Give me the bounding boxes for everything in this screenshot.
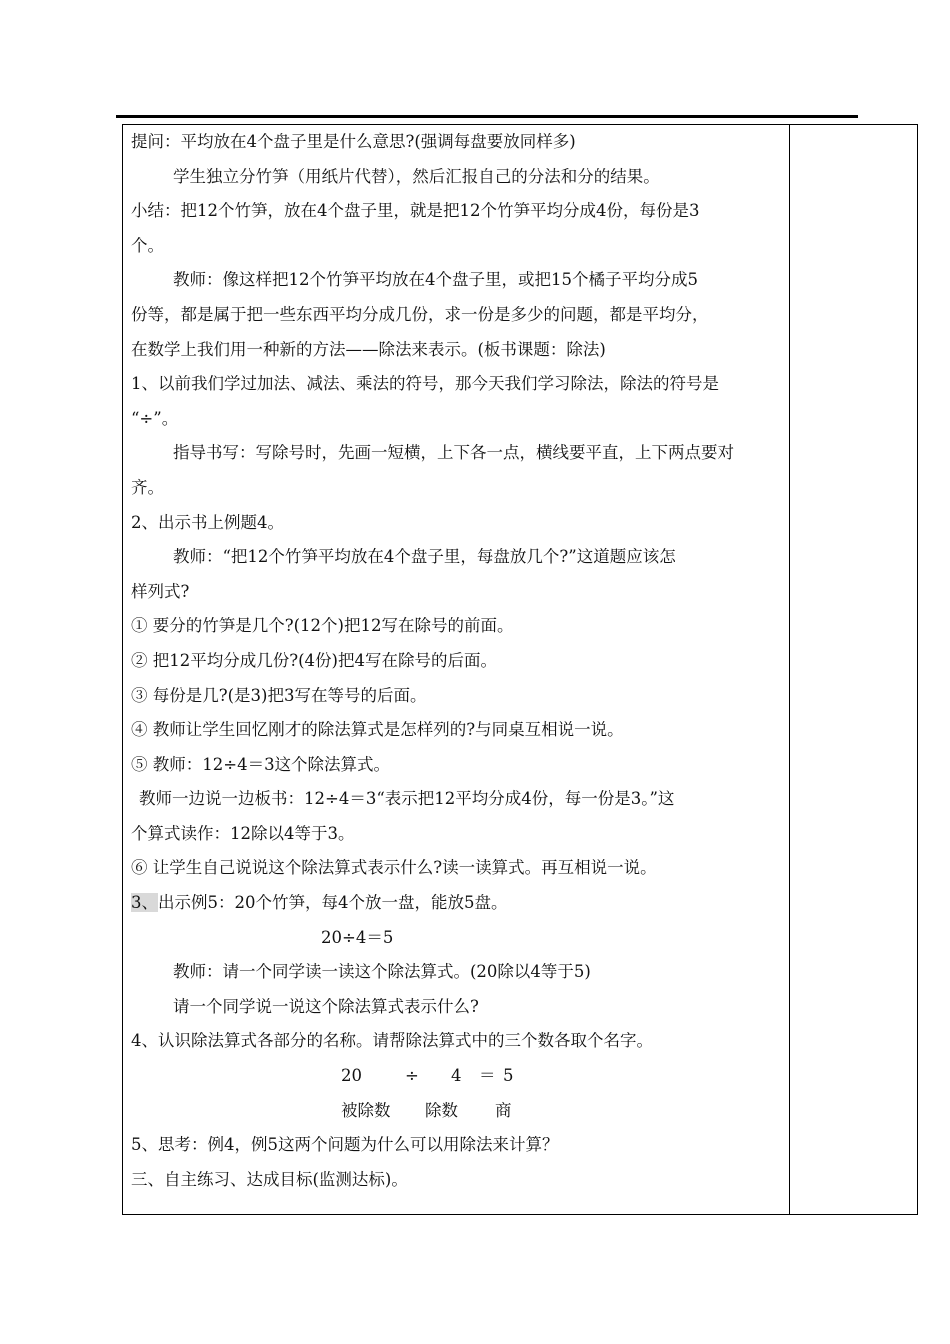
- lesson-content: [131, 125, 785, 1197]
- lesson-table: [122, 124, 918, 1215]
- line: 5、思考：例4，例5这两个问题为什么可以用除法来计算？: [131, 1135, 559, 1155]
- line: 小结：把12个竹笋，放在4个盘子里，就是把12个竹笋平均分成4份，每份是3: [131, 201, 700, 221]
- line: 教师一边说一边板书：12÷4＝3“表示把12平均分成4份，每一份是3。”这: [139, 789, 675, 809]
- div-sign: ÷: [405, 1066, 419, 1086]
- column-divider: [789, 125, 790, 1214]
- eq-sign: ＝: [479, 1066, 496, 1086]
- line: ② 把12平均分成几份?(4份)把4写在除号的后面。: [131, 650, 497, 670]
- header-rule: [116, 115, 858, 118]
- highlighted-number: 3、: [131, 893, 158, 913]
- label-quotient: 商: [495, 1100, 512, 1120]
- line: ① 要分的竹笋是几个?(12个)把12写在除号的前面。: [131, 616, 514, 636]
- line: 个算式读作：12除以4等于3。: [131, 823, 355, 843]
- line: ⑥ 让学生自己说说这个除法算式表示什么?读一读算式。再互相说一说。: [131, 858, 657, 878]
- line: ⑤ 教师：12÷4＝3这个除法算式。: [131, 754, 391, 774]
- line: 1、以前我们学过加法、减法、乘法的符号，那今天我们学习除法，除法的符号是: [131, 374, 719, 394]
- line: 份等，都是属于把一些东西平均分成几份，求一份是多少的问题，都是平均分，: [131, 304, 709, 324]
- line: 教师：像这样把12个竹笋平均放在4个盘子里，或把15个橘子平均分成5: [173, 270, 698, 290]
- line: “÷”。: [131, 408, 179, 428]
- line: 请一个同学说一说这个除法算式表示什么?: [173, 996, 479, 1016]
- line: 提问：平均放在4个盘子里是什么意思?(强调每盘要放同样多): [131, 132, 576, 151]
- line-text: 出示例5：20个竹笋，每4个放一盘，能放5盘。: [158, 893, 508, 913]
- line: 个。: [131, 235, 164, 255]
- dividend: 20: [341, 1066, 362, 1086]
- quotient: 5: [503, 1066, 514, 1086]
- line: 样列式?: [131, 581, 190, 601]
- line: 2、出示书上例题4。: [131, 512, 284, 532]
- line: 在数学上我们用一种新的方法——除法来表示。(板书课题：除法): [131, 339, 606, 359]
- line: 教师：请一个同学读一读这个除法算式。(20除以4等于5): [173, 962, 591, 982]
- line: [131, 886, 785, 921]
- line: 齐。: [131, 477, 164, 497]
- label-dividend: 被除数: [341, 1100, 391, 1120]
- equation-line: 20÷4＝5: [321, 927, 394, 947]
- line: ④ 教师让学生回忆刚才的除法算式是怎样列的?与同桌互相说一说。: [131, 720, 624, 740]
- divisor: 4: [451, 1066, 462, 1086]
- label-divisor: 除数: [425, 1100, 458, 1120]
- line: 4、认识除法算式各部分的名称。请帮除法算式中的三个数各取个名字。: [131, 1031, 653, 1051]
- equation-parts: [131, 1059, 785, 1094]
- line: 三、自主练习、达成目标(监测达标)。: [131, 1169, 408, 1189]
- line: ③ 每份是几?(是3)把3写在等号的后面。: [131, 685, 427, 705]
- line: 指导书写：写除号时，先画一短横，上下各一点，横线要平直，上下两点要对: [173, 443, 734, 463]
- equation-labels: [131, 1094, 785, 1129]
- line: 教师：“把12个竹笋平均放在4个盘子里，每盘放几个?”这道题应该怎: [173, 547, 676, 567]
- line: 学生独立分竹笋（用纸片代替），然后汇报自己的分法和分的结果。: [173, 166, 660, 186]
